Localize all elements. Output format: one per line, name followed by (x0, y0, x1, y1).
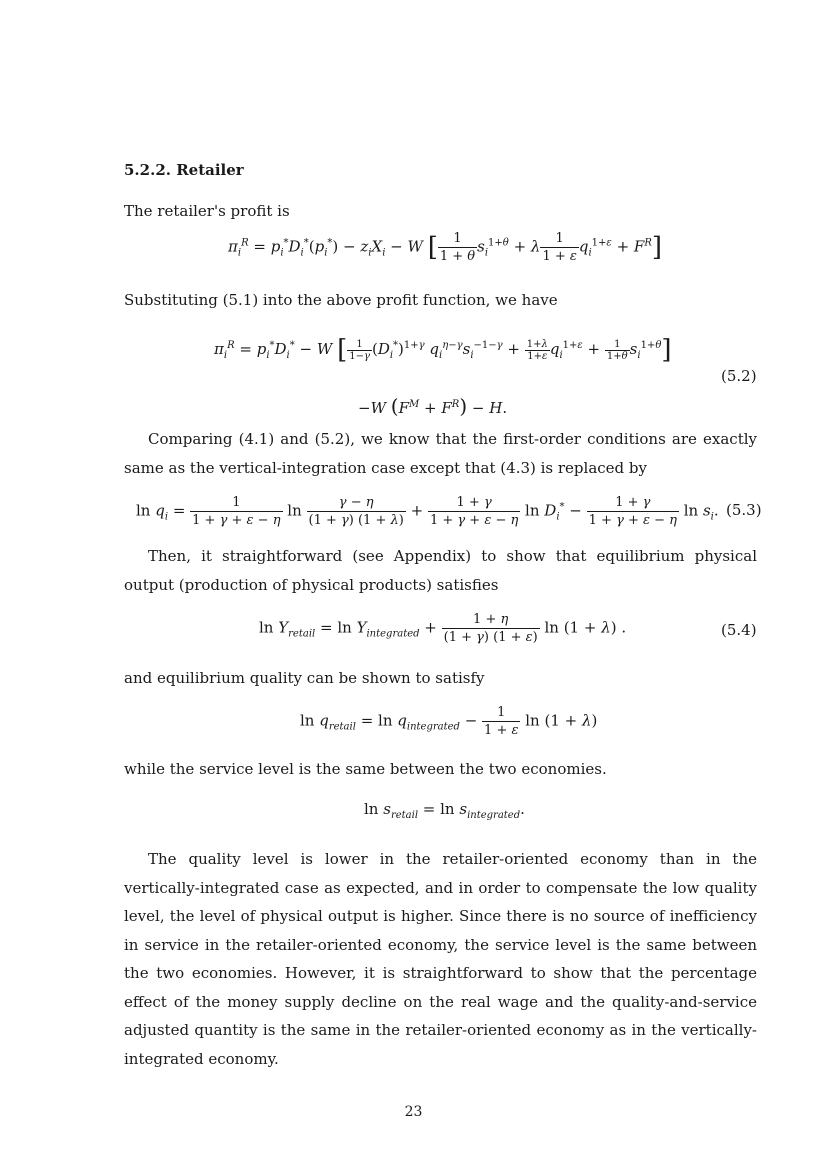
equation-5-3: $\ln q_i$ = $\frac{1}{1 + \gamma + \varepsilon - \eta}$ ln $\frac{\gamma - \eta}{(1 + \gamma) (1 + \lambda)}$ + $\frac{1 + \gamma}{1 + \gamma + \varepsilon - \eta}$ $\ln D_i^*$ − $\frac{1 + \gamma}{1 + \gamma + \varepsilon - \eta}$ $\ln s_i$. (136, 495, 719, 528)
service-text: while the service level is the same between the two economies. (124, 760, 607, 778)
substitution-text: Substituting (5.1) into the above profit function, we have (124, 291, 558, 309)
equation-5-4: $\ln Y_{retail} = \ln Y_{integrated}$ + $\frac{1 + \eta}{(1 + \gamma) (1 + \varepsilon)}$ ln (1 + λ) . (259, 612, 627, 645)
equation-5-2-line-1: $\pi_i^R = p_i^*D_i^* - W$ [ $\frac{1}{1-\gamma}$ $(D_i^*)^{1+\gamma}$ $q_i^{\eta-\gamma}s_i^{-1-\gamma}$ + $\frac{1+\lambda}{1+\varepsilon}$ $q_i^{1+\varepsilon}$ + $\frac{1}{1+\theta}$ $s_i^{1+\theta}$] (214, 335, 672, 365)
quality-text: and equilibrium quality can be shown to satisfy (124, 669, 485, 687)
quality-equation: $\ln q_{retail} = \ln q_{integrated}$ − $\frac{1}{1 + \varepsilon}$ ln (1 + λ) (300, 705, 598, 738)
comparing-text: Comparing (4.1) and (5.2), we know that the first-order conditions are exactly same as the vertical-integration case except that (4.3) is replaced by (124, 430, 757, 477)
equation-5-4-label: (5.4) (721, 621, 757, 639)
page-number: 23 (404, 1104, 423, 1120)
intro-text: The retailer's profit is (124, 202, 290, 220)
section-heading: 5.2.2. Retailer (124, 161, 244, 179)
equation-5-2-label: (5.2) (721, 367, 757, 385)
then-text: Then, it straightforward (see Appendix) to show that equilibrium physical output (production of physical products) satisfies (124, 547, 757, 594)
equation-5-2-line-2: −W $(F^M + F^R) - H$. (358, 394, 508, 418)
service-equation: $\ln s_{retail} = \ln s_{integrated}$. (364, 800, 525, 821)
equation-5-3-label: (5.3) (726, 501, 762, 519)
conclusion-text: The quality level is lower in the retailer-oriented economy than in the vertically-integrated case as expected, and in order to compensate the low quality level, the level of physical output is higher. Since there is no source of inefficiency in service in the retailer-oriented economy, the service level is the same between the two economies. However, it is straightforward to show that the percentage effect of the money supply decline on the real wage and the quality-and-service adjusted quantity is the same in the retailer-oriented economy as in the vertically-integrated economy. (124, 850, 757, 1068)
profit-equation: $\pi_i^R = p_i^*D_i^*(p_i^*) - z_iX_i - W$ [ $\frac{1}{1 + \theta}$ $s_i^{1+\theta} + \lambda$ $\frac{1}{1 + \varepsilon}$ $q_i^{1+\varepsilon} + F^R$] (228, 231, 663, 264)
